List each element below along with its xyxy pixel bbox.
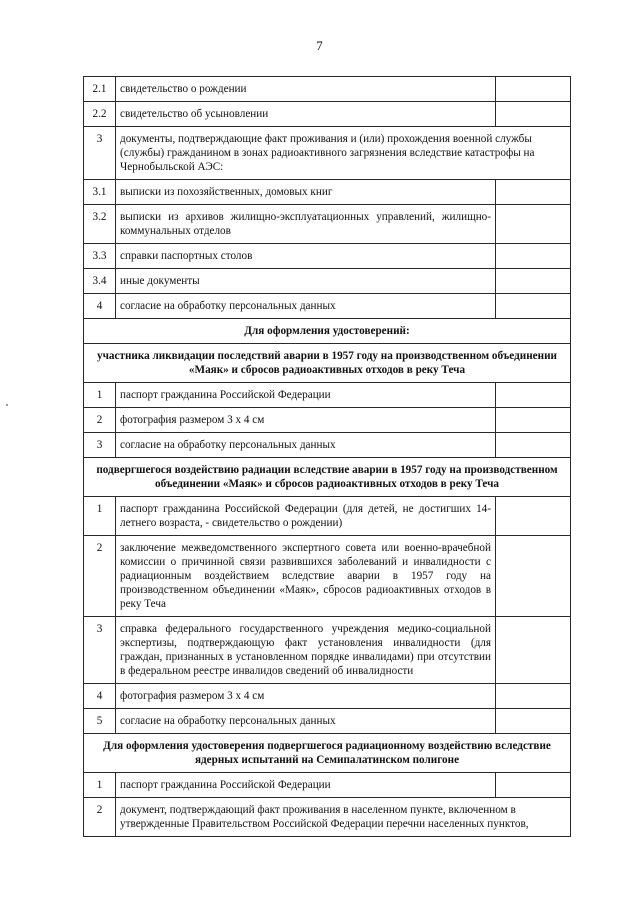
row-number: 2.2	[84, 102, 116, 127]
table-row	[84, 294, 571, 319]
row-text: выписки из похозяйственных, домовых книг	[116, 180, 496, 205]
table-row	[84, 127, 571, 180]
section-subheading: Для оформления удостоверения подвергшегося радиационному воздействию вследствие ядерных испытаний на Семипалатинском полигоне	[84, 734, 571, 773]
row-extra-cell	[496, 102, 571, 127]
row-extra-cell	[496, 205, 571, 244]
row-text: свидетельство о рождении	[116, 77, 496, 102]
row-text: паспорт гражданина Российской Федерации (для детей, не достигших 14-летнего возраста, - свидетельство о рождении)	[116, 497, 496, 536]
row-extra-cell	[496, 180, 571, 205]
section-heading-row	[84, 458, 571, 497]
row-extra-cell	[496, 497, 571, 536]
table-row	[84, 798, 571, 837]
row-number: 4	[84, 684, 116, 709]
row-text: фотография размером 3 х 4 см	[116, 408, 496, 433]
row-number: 1	[84, 773, 116, 798]
row-number: 2	[84, 798, 116, 837]
table-row	[84, 102, 571, 127]
table-row	[84, 408, 571, 433]
table-row	[84, 536, 571, 617]
row-number: 3.3	[84, 244, 116, 269]
row-extra-cell	[496, 433, 571, 458]
table-row	[84, 773, 571, 798]
table-row	[84, 709, 571, 734]
row-extra-cell	[496, 77, 571, 102]
table-row	[84, 77, 571, 102]
row-number: 2.1	[84, 77, 116, 102]
row-extra-cell	[496, 294, 571, 319]
row-text: выписки из архивов жилищно-эксплуатационных управлений, жилищно-коммунальных отделов	[116, 205, 496, 244]
row-text: согласие на обработку персональных данных	[116, 433, 496, 458]
row-extra-cell	[496, 773, 571, 798]
row-extra-cell	[496, 383, 571, 408]
row-text: иные документы	[116, 269, 496, 294]
table-row	[84, 205, 571, 244]
table-row	[84, 180, 571, 205]
row-extra-cell	[496, 269, 571, 294]
table-row	[84, 617, 571, 684]
row-text: документы, подтверждающие факт проживания и (или) прохождения военной службы (службы) гражданином в зонах радиоактивного загрязнения вследствие катастрофы на Чернобыльской АЭС:	[116, 127, 571, 180]
row-number: 3	[84, 617, 116, 684]
row-text: справки паспортных столов	[116, 244, 496, 269]
row-extra-cell	[496, 244, 571, 269]
section-heading-row	[84, 319, 571, 344]
row-number: 3	[84, 433, 116, 458]
row-text: паспорт гражданина Российской Федерации	[116, 383, 496, 408]
row-extra-cell	[496, 408, 571, 433]
section-heading-row	[84, 344, 571, 383]
table-row	[84, 684, 571, 709]
row-text: заключение межведомственного экспертного совета или военно-врачебной комиссии о причинной связи развившихся заболеваний и инвалидности с радиационным воздействием вследствие аварии в 1957 году на производственном объединении «Маяк», сбросов радиоактивных отходов в реку Теча	[116, 536, 496, 617]
row-number: 1	[84, 497, 116, 536]
table-row	[84, 383, 571, 408]
row-text: документ, подтверждающий факт проживания в населенном пункте, включенном в утвержденные Правительством Российской Федерации перечни населенных пунктов,	[116, 798, 571, 837]
row-extra-cell	[496, 709, 571, 734]
table-row	[84, 244, 571, 269]
row-text: согласие на обработку персональных данных	[116, 709, 496, 734]
row-extra-cell	[496, 617, 571, 684]
scan-artifact	[6, 404, 8, 406]
row-text: паспорт гражданина Российской Федерации	[116, 773, 496, 798]
table-row	[84, 433, 571, 458]
row-extra-cell	[496, 684, 571, 709]
row-text: фотография размером 3 х 4 см	[116, 684, 496, 709]
row-number: 3	[84, 127, 116, 180]
row-text: свидетельство об усыновлении	[116, 102, 496, 127]
table-row	[84, 269, 571, 294]
row-text: справка федерального государственного учреждения медико-социальной экспертизы, подтверждающую факт установления инвалидности (для граждан, признанных в установленном порядке инвалидами) при отсутствии в федеральном реестре инвалидов сведений об инвалидности	[116, 617, 496, 684]
page-number: 7	[316, 38, 323, 53]
row-number: 3.2	[84, 205, 116, 244]
row-number: 3.1	[84, 180, 116, 205]
row-number: 4	[84, 294, 116, 319]
row-number: 3.4	[84, 269, 116, 294]
documents-table	[83, 76, 571, 837]
section-heading-row	[84, 734, 571, 773]
row-number: 2	[84, 536, 116, 617]
table-row	[84, 497, 571, 536]
row-number: 2	[84, 408, 116, 433]
row-number: 5	[84, 709, 116, 734]
row-extra-cell	[496, 536, 571, 617]
row-text: согласие на обработку персональных данных	[116, 294, 496, 319]
section-subheading: участника ликвидации последствий аварии в 1957 году на производственном объединении «Маяк» и сбросов радиоактивных отходов в реку Теча	[84, 344, 571, 383]
section-subheading: подвергшегося воздействию радиации вследствие аварии в 1957 году на производственном объединении «Маяк» и сбросов радиоактивных отходов в реку Теча	[84, 458, 571, 497]
section-heading: Для оформления удостоверений:	[84, 319, 571, 344]
row-number: 1	[84, 383, 116, 408]
